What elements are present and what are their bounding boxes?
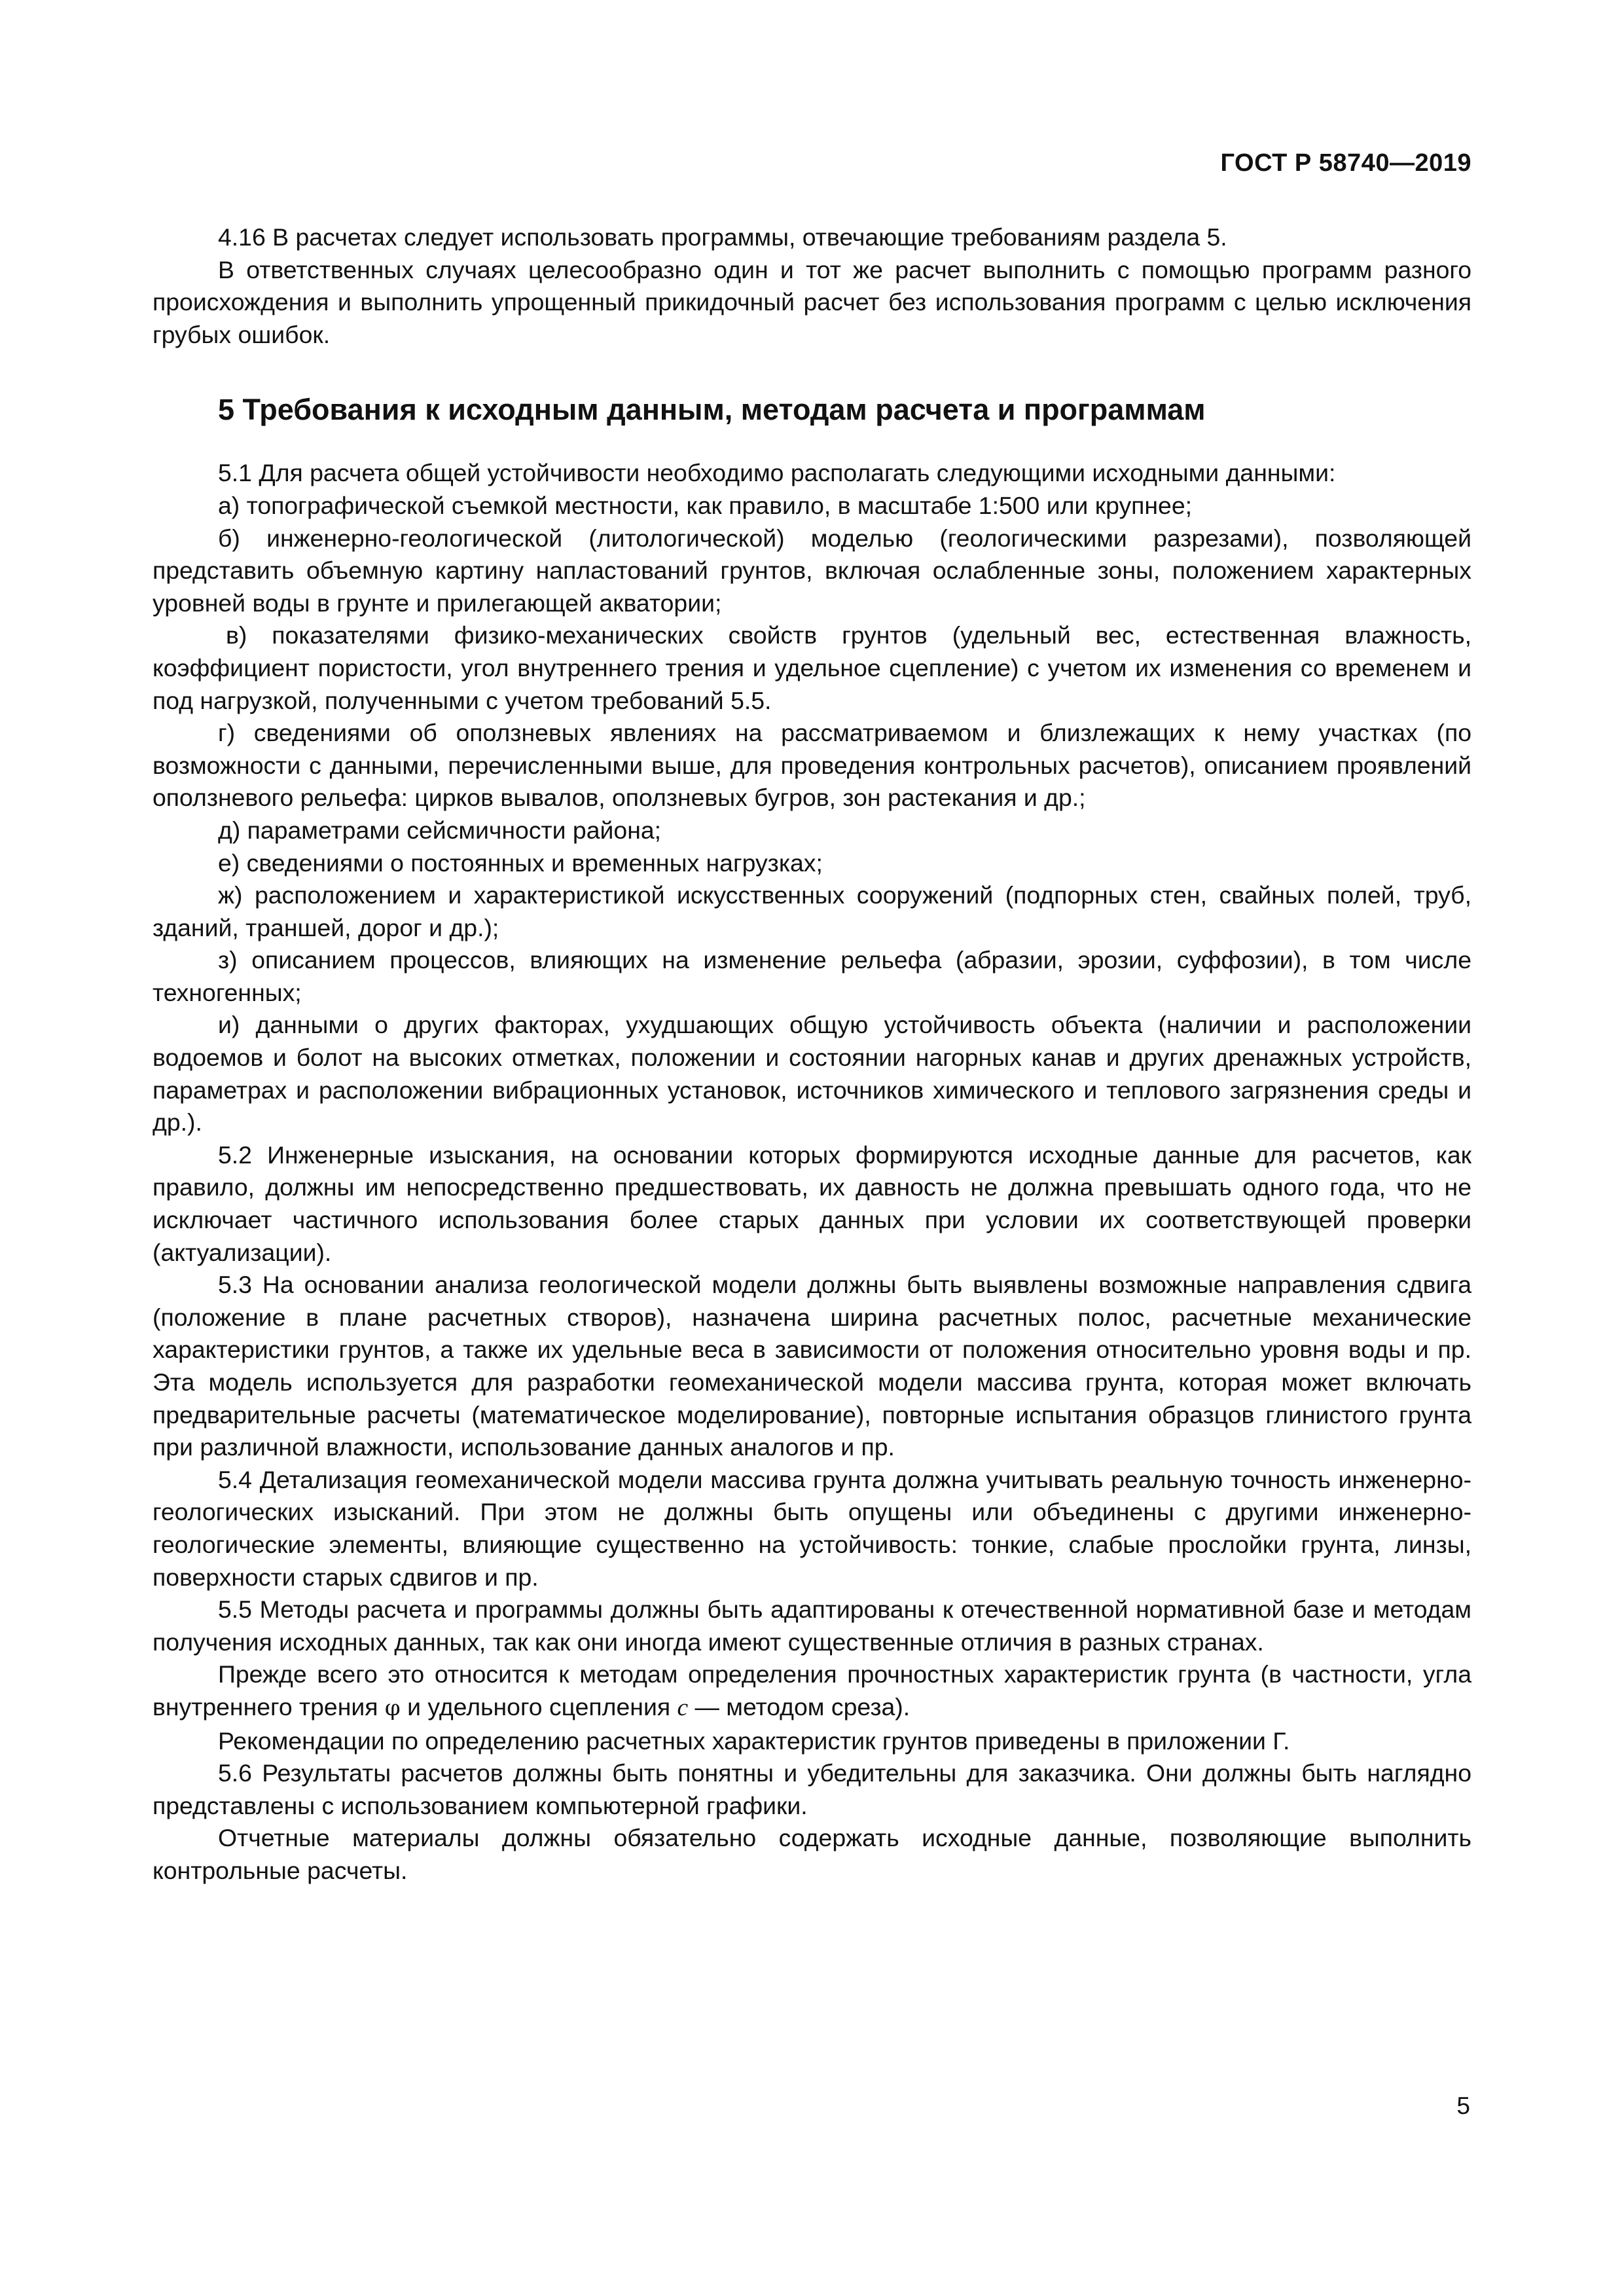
list-item-z: з) описанием процессов, влияющих на изменение рельефа (абразии, эрозии, суффозии), в том числе техногенных; [153, 946, 1471, 1006]
strength-text-1: Прежде всего это относится к методам определения прочностных характеристик грунта (в частности, угла внутреннего трения [153, 1660, 1471, 1721]
paragraph-5-1: 5.1 Для расчета общей устойчивости необходимо располагать следующими исходными данными: [218, 459, 1336, 487]
paragraph-5-2: 5.2 Инженерные изыскания, на основании которых формируются исходные данные для расчетов, как правило, должны им непосредственно предшествовать, их давность не должна превышать одного года, что не исключает частичного использования более старых данных при условии их соответствующей проверки (актуализации). [153, 1140, 1471, 1266]
list-item-d: д) параметрами сейсмичности района; [218, 816, 662, 844]
list-item-i: и) данными о других факторах, ухудшающих общую устойчивость объекта (наличии и расположении водоемов и болот на высоких отметках, положении и состоянии нагорных канав и других дренажных устройств, параметрах и расположении вибрационных установок, источников химического и теплового загрязнения среды и др.). [153, 1011, 1471, 1137]
list-item-b: б) инженерно-геологической (литологической) моделью (геологическими разрезами), позволяющей представить объемную картину напластований грунтов, включая ослабленные зоны, положением характерных уровней воды в грунте и прилегающей акватории; [153, 524, 1471, 617]
page-number: 5 [1456, 2092, 1470, 2119]
list-item-e: е) сведениями о постоянных и временных нагрузках; [218, 848, 823, 877]
paragraph: В ответственных случаях целесообразно один и тот же расчет выполнить с помощью программ разного происхождения и выполнить упрощенный прикидочный расчет без использования программ с целью исключения грубых ошибок. [153, 255, 1471, 348]
section-heading: 5 Требования к исходным данным, методам расчета и программам [218, 393, 1206, 427]
paragraph-strength [153, 1658, 1471, 1724]
paragraph-reports: Отчетные материалы должны обязательно содержать исходные данные, позволяющие выполнить контрольные расчеты. [153, 1824, 1471, 1884]
paragraph-5-6: 5.6 Результаты расчетов должны быть понятны и убедительны для заказчика. Они должны быть наглядно представлены с использованием компьютерной графики. [153, 1759, 1471, 1819]
list-item-zh: ж) расположением и характеристикой искусственных сооружений (подпорных стен, свайных полей, труб, зданий, траншей, дорог и др.); [153, 881, 1471, 941]
paragraph-5-4: 5.4 Детализация геомеханической модели массива грунта должна учитывать реальную точность инженерно-геологических изысканий. При этом не должны быть опущены или объединены с другими инженерно-геологические элементы, влияющие существенно на устойчивость: тонкие, слабые прослойки грунта, линзы, поверхности старых сдвигов и пр. [153, 1465, 1471, 1591]
paragraph-4-16: 4.16 В расчетах следует использовать программы, отвечающие требованиям раздела 5. [218, 223, 1227, 251]
paragraph-recommendations: Рекомендации по определению расчетных характеристик грунтов приведены в приложении Г. [218, 1726, 1290, 1755]
phi-symbol: φ [384, 1694, 401, 1721]
standard-code: ГОСТ Р 58740—2019 [1220, 149, 1471, 177]
strength-text-3: — методом среза). [688, 1692, 911, 1721]
list-item-g: г) сведениями об оползневых явлениях на рассматриваемом и близлежащих к нему участках (по возможности с данными, перечисленными выше, для проведения контрольных расчетов), описанием проявлений оползневого рельефа: цирков вывалов, оползневых бугров, зон растекания и др.; [153, 719, 1471, 812]
strength-text-2: и удельного сцепления [400, 1692, 677, 1721]
document-body [153, 221, 1471, 1887]
paragraph-5-5: 5.5 Методы расчета и программы должны быть адаптированы к отечественной нормативной базе и методам получения исходных данных, так как они иногда имеют существенные отличия в разных странах. [153, 1595, 1471, 1656]
paragraph-5-3: 5.3 На основании анализа геологической модели должны быть выявлены возможные направления сдвига (положение в плане расчетных створов), назначена ширина расчетных полос, расчетные механические характеристики грунтов, а также их удельные веса в зависимости от положения относительно уровня воды и пр. Эта модель используется для разработки геомеханической модели массива грунта, которая может включать предварительные расчеты (математическое моделирование), повторные испытания образцов глинистого грунта при различной влажности, использование данных аналогов и пр. [153, 1271, 1471, 1461]
cohesion-symbol: с [677, 1694, 689, 1721]
list-item-a: а) топографической съемкой местности, как правило, в масштабе 1:500 или крупнее; [218, 491, 1193, 519]
list-item-v: в) показателями физико-механических свойств грунтов (удельный вес, естественная влажность, коэффициент пористости, угол внутреннего трения и удельное сцепление) с учетом их изменения со временем и под нагрузкой, полученными с учетом требований 5.5. [153, 621, 1471, 714]
